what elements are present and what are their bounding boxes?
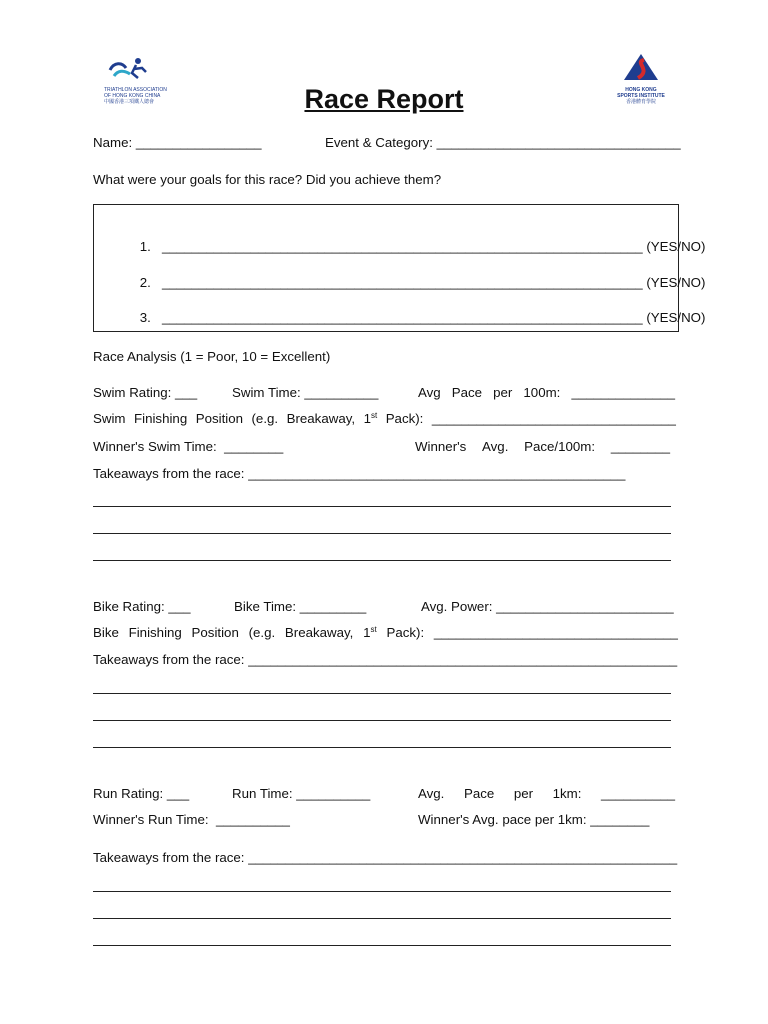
ordinal <box>364 411 378 427</box>
word: 1km: <box>552 786 582 801</box>
race-analysis-heading: Race Analysis (1 = Poor, 10 = Excellent) <box>93 349 331 364</box>
winner-run-time-field[interactable]: Winner's Run Time: __________ <box>93 812 290 827</box>
run-takeaways-field[interactable]: Takeaways from the race: __________________________________________________________ <box>93 850 678 865</box>
ordinal-suffix: st <box>370 411 378 420</box>
winner-run-pace-field[interactable]: Winner's Avg. pace per 1km: ________ <box>418 812 650 827</box>
word: Pace/100m: <box>524 439 596 454</box>
goal-number: 1. <box>139 239 151 254</box>
goals-box <box>93 204 706 332</box>
bike-takeaway-line-1[interactable] <box>93 693 671 694</box>
word: Pace <box>451 385 483 400</box>
word: (e.g. <box>248 625 276 640</box>
ordinal <box>363 625 377 641</box>
goal-number: 2. <box>139 275 151 290</box>
ordinal-number: 1 <box>363 411 371 426</box>
goal-line[interactable]: _________________________________________________________________ (YES/NO) <box>161 239 706 254</box>
word: per <box>513 786 534 801</box>
word: Avg. <box>482 439 509 454</box>
word: Pace <box>463 786 495 801</box>
word: Position <box>195 411 244 426</box>
goal-line[interactable]: _________________________________________________________________ (YES/NO) <box>161 275 706 290</box>
swim-takeaways-field[interactable]: Takeaways from the race: ___________________________________________________ <box>93 466 626 481</box>
swim-finishing-position-field[interactable] <box>93 411 676 427</box>
word: Finishing <box>134 411 188 426</box>
run-takeaway-line-1[interactable] <box>93 891 671 892</box>
bike-takeaways-field[interactable]: Takeaways from the race: __________________________________________________________ <box>93 652 678 667</box>
word: Position <box>191 625 239 640</box>
word: Finishing <box>128 625 182 640</box>
bike-rating-field[interactable]: Bike Rating: ___ <box>93 599 191 614</box>
run-takeaway-line-2[interactable] <box>93 918 671 919</box>
blank-line[interactable]: ________ <box>610 439 670 454</box>
swim-takeaway-line-1[interactable] <box>93 506 671 507</box>
bike-takeaway-line-3[interactable] <box>93 747 671 748</box>
swim-takeaway-line-2[interactable] <box>93 533 671 534</box>
triathlon-logo-text: TRIATHLON ASSOCIATION OF HONG KONG CHINA 中國香港三項鐵人總會 <box>104 87 167 105</box>
word: Bike <box>93 625 119 640</box>
goal-line[interactable]: _________________________________________________________________ (YES/NO) <box>161 310 706 325</box>
swim-time-field[interactable]: Swim Time: __________ <box>232 385 379 400</box>
word: 100m: <box>523 385 561 400</box>
word: Avg. <box>418 786 445 801</box>
bike-avg-power-field[interactable]: Avg. Power: ________________________ <box>421 599 674 614</box>
swim-avg-pace-field[interactable] <box>418 385 675 401</box>
page-title: Race Report <box>304 84 464 114</box>
ordinal-suffix: st <box>370 625 377 634</box>
word: Breakaway, <box>284 625 354 640</box>
run-avg-pace-field[interactable] <box>418 786 675 802</box>
word: (e.g. <box>251 411 279 426</box>
name-field[interactable]: Name: _________________ <box>93 135 262 150</box>
bike-takeaway-line-2[interactable] <box>93 720 671 721</box>
bike-time-field[interactable]: Bike Time: _________ <box>234 599 367 614</box>
word: Pack): <box>386 625 425 640</box>
word: Swim <box>93 411 126 426</box>
word: Breakaway, <box>286 411 356 426</box>
bike-finishing-position-field[interactable] <box>93 625 678 641</box>
goal-item-3[interactable] <box>125 295 705 340</box>
blank-line[interactable]: _________________________________ <box>431 411 676 426</box>
goals-question: What were your goals for this race? Did you achieve them? <box>93 172 442 187</box>
swim-rating-field[interactable]: Swim Rating: ___ <box>93 385 198 400</box>
event-category-field[interactable]: Event & Category: _________________________________ <box>325 135 681 150</box>
run-takeaway-line-3[interactable] <box>93 945 671 946</box>
word: Winner's <box>415 439 467 454</box>
ordinal-number: 1 <box>363 625 371 640</box>
goal-number: 3. <box>139 310 151 325</box>
blank-line[interactable]: __________ <box>601 786 675 801</box>
word: Pack): <box>385 411 424 426</box>
triathlete-icon <box>104 56 152 82</box>
blank-line[interactable]: ______________ <box>571 385 675 400</box>
winner-swim-pace-field[interactable] <box>415 439 670 455</box>
word: per <box>493 385 513 400</box>
winner-swim-time-field[interactable]: Winner's Swim Time: ________ <box>93 439 284 454</box>
run-time-field[interactable]: Run Time: __________ <box>232 786 371 801</box>
sports-institute-name-en: HONG KONG SPORTS INSTITUTE <box>617 87 665 99</box>
sports-institute-name-zh: 香港體育學院 <box>625 99 656 105</box>
word: Avg <box>418 385 441 400</box>
run-rating-field[interactable]: Run Rating: ___ <box>93 786 190 801</box>
sports-institute-emblem-icon <box>606 52 676 82</box>
swim-takeaway-line-3[interactable] <box>93 560 671 561</box>
blank-line[interactable]: _________________________________ <box>433 625 678 640</box>
